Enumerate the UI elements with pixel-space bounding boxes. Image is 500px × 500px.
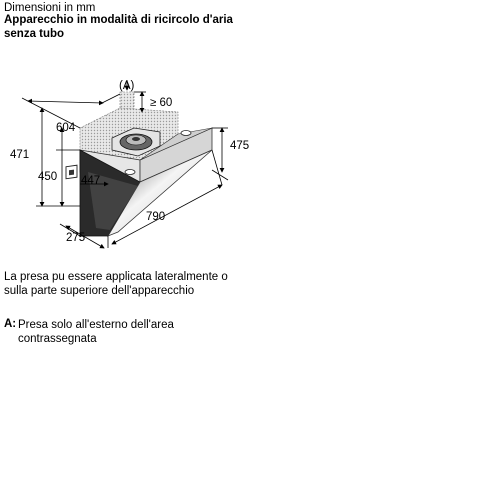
label-height-475: 475 [230,140,250,152]
label-depth-275: 275 [66,232,86,244]
label-a-marker: (A) [119,80,135,92]
units-label: Dimensioni in mm [4,2,96,14]
label-width-790: 790 [146,211,166,223]
label-width-604: 604 [56,122,76,134]
legend-text [18,318,174,346]
title-line-2: senza tubo [4,28,65,40]
legend-key: A: [4,318,17,330]
legend-line-2: contrassegnata [18,333,97,345]
label-inner-447: 447 [81,175,101,187]
label-height-471: 471 [10,149,30,161]
socket-icon [66,165,77,179]
socket-note-line-2: sulla parte superiore dell'apparecchio [4,285,195,297]
label-height-450: 450 [38,171,58,183]
title-line-1: Apparecchio in modalità di ricircolo d'aria [4,14,233,26]
legend-line-1: Presa solo all'esterno dell'area [18,319,174,331]
socket-note-line-1: La presa pu essere applicata lateralmente o [4,271,228,283]
label-min-clearance: ≥ 60 [150,97,173,109]
socket-note [4,270,228,298]
